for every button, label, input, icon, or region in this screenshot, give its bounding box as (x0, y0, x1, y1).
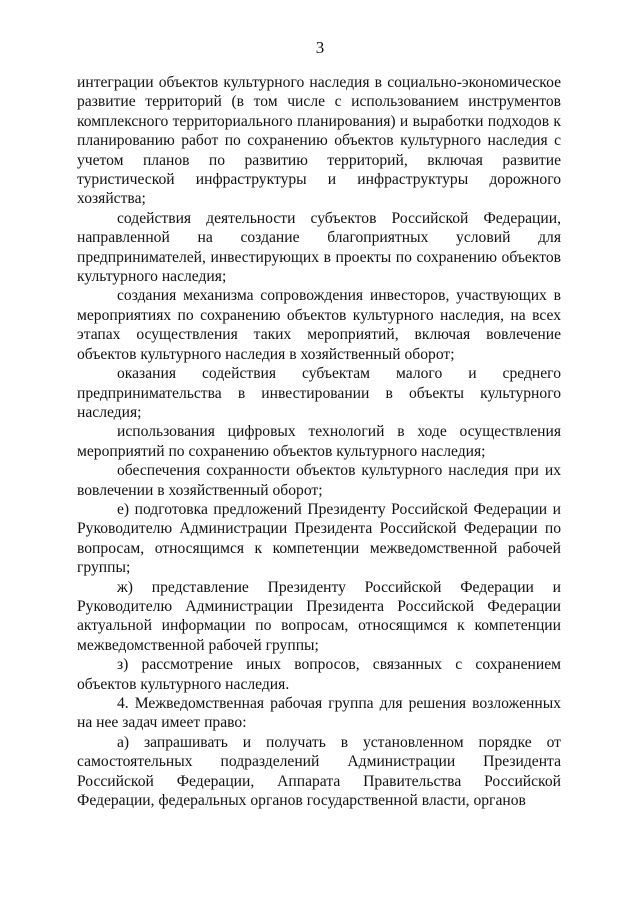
paragraph-digital-technologies: использования цифровых технологий в ходе осуществления мероприятий по сохранению объектов культурного наследия; (77, 423, 561, 460)
paragraph-item-zh: ж) представление Президенту Российской Федерации и Руководителю Администрации Президента Российской Федерации актуальной информации по вопросам, относящимся к компетенции межведомственной рабочей группы; (77, 578, 561, 654)
paragraph-item-e: е) подготовка предложений Президенту Российской Федерации и Руководителю Администрации Президента Российской Федерации по вопросам, относящимся к компетенции межведомственной рабочей группы; (77, 500, 561, 577)
paragraph-small-business: оказания содействия субъектам малого и среднего предпринимательства в инвестировании в объекты культурного наследия; (77, 365, 561, 421)
document-body (77, 73, 561, 810)
page-number: 3 (315, 38, 325, 57)
paragraph-item-a: а) запрашивать и получать в установленном порядке от самостоятельных подразделений Администрации Президента Российской Федерации, Аппарата Правительства Российской Федерации, федеральных органов государственной власти, органов (77, 733, 561, 810)
paragraph-section-4: 4. Межведомственная рабочая группа для решения возложенных на нее задач имеет право: (77, 695, 561, 732)
paragraph-investor-support: создания механизма сопровождения инвесторов, участвующих в мероприятиях по сохранению объектов культурного наследия, на всех этапах осуществления таких мероприятий, включая вовлечение объектов культурного наследия в хозяйственный оборот; (77, 287, 561, 363)
paragraph-item-z: з) рассмотрение иных вопросов, связанных с сохранением объектов культурного наследия. (77, 656, 561, 693)
paragraph-preservation: обеспечения сохранности объектов культурного наследия при их вовлечении в хозяйственный оборот; (77, 462, 561, 499)
paragraph-integration: интеграции объектов культурного наследия в социально-экономическое развитие территорий (в том числе с использованием инструментов комплексного территориального планирования) и выработки подходов к планированию работ по сохранению объектов культурного наследия с учетом планов по развитию территорий, включая развитие туристической инфраструктуры и инфраструктуры дорожного хозяйства; (77, 74, 561, 208)
paragraph-subjects-assistance: содействия деятельности субъектов Российской Федерации, направленной на создание благоприятных условий для предпринимателей, инвестирующих в проекты по сохранению объектов культурного наследия; (77, 209, 561, 286)
